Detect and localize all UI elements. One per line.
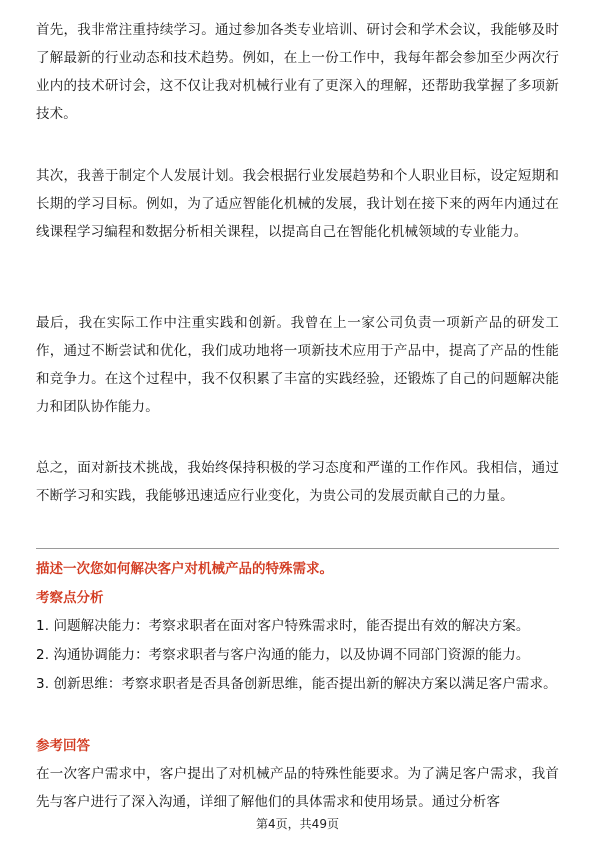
analysis-heading: 考察点分析: [36, 590, 104, 606]
body-paragraph-conclusion: 总之，面对新技术挑战，我始终保持积极的学习态度和严谨的工作作风。我相信，通过不断学习和实践，我能够迅速适应行业变化，为贵公司的发展贡献自己的力量。: [36, 460, 559, 504]
body-paragraph-practice-innovation: 最后，我在实际工作中注重实践和创新。我曾在上一家公司负责一项新产品的研发工作，通过不断尝试和优化，我们成功地将一项新技术应用于产品中，提高了产品的性能和竞争力。在这个过程中，我不仅积累了丰富的实践经验，还锻炼了自己的问题解决能力和团队协作能力。: [36, 315, 559, 415]
analysis-point: 3. 创新思维：考察求职者是否具备创新思维，能否提出新的解决方案以满足客户需求。: [36, 676, 557, 692]
body-paragraph-continuous-learning: 首先，我非常注重持续学习。通过参加各类专业培训、研讨会和学术会议，我能够及时了解最新的行业动态和技术趋势。例如，在上一份工作中，我每年都会参加至少两次行业内的技术研讨会，这不仅让我对机械行业有了更深入的理解，还帮助我掌握了多项新技术。: [36, 22, 559, 122]
page-number: 第4页，共49页: [256, 817, 339, 831]
answer-paragraph: 在一次客户需求中，客户提出了对机械产品的特殊性能要求。为了满足客户需求，我首先与客户进行了深入沟通，详细了解他们的具体需求和使用场景。通过分析客: [36, 766, 559, 810]
body-paragraph-development-plan: 其次，我善于制定个人发展计划。我会根据行业发展趋势和个人职业目标，设定短期和长期的学习目标。例如，为了适应智能化机械的发展，我计划在接下来的两年内通过在线课程学习编程和数据分析相关课程，以提高自己在智能化机械领域的专业能力。: [36, 168, 559, 240]
answer-heading: 参考回答: [36, 738, 90, 754]
question-title: 描述一次您如何解决客户对机械产品的特殊需求。: [36, 561, 333, 577]
analysis-point: 1. 问题解决能力：考察求职者在面对客户特殊需求时，能否提出有效的解决方案。: [36, 618, 530, 634]
document-page: [36, 0, 559, 842]
section-divider: [36, 548, 559, 549]
analysis-point: 2. 沟通协调能力：考察求职者与客户沟通的能力，以及协调不同部门资源的能力。: [36, 647, 530, 663]
